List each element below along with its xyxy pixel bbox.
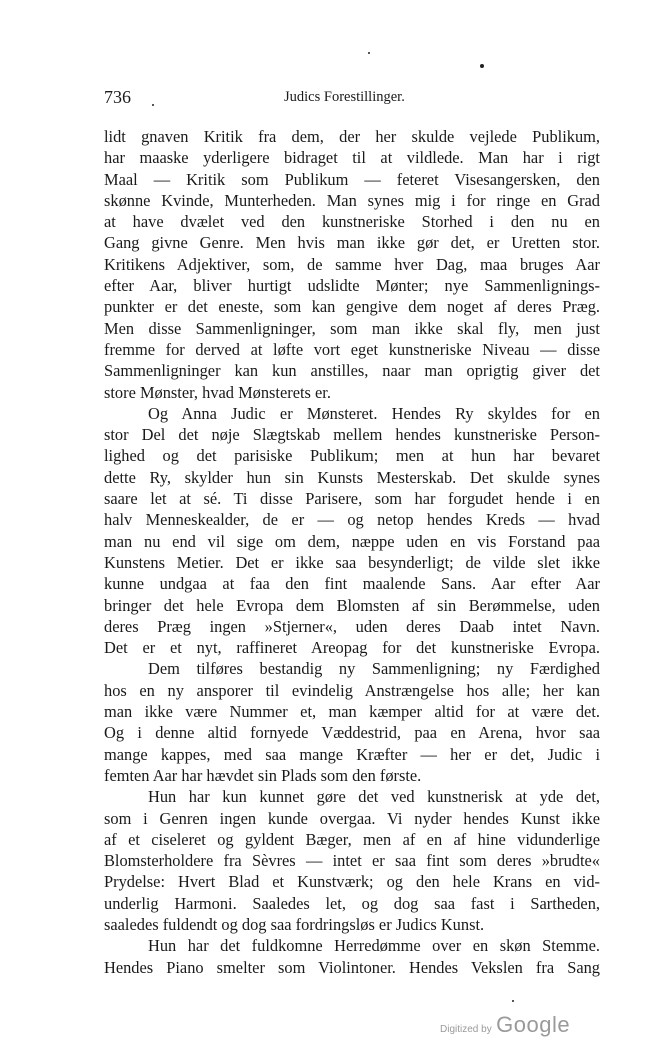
text-line: Blomsterholdere fra Sèvres — intet er saa fint som deres »brudte«	[104, 851, 600, 871]
text-line: Sammenligninger kan kun anstilles, naar man oprigtig giver det	[104, 361, 600, 381]
text-line: af et ciseleret og gyldent Bæger, men af en af hine vidunderlige	[104, 829, 600, 849]
text-line: kunne undgaa at faa den fint maalende Sans. Aar efter Aar	[104, 574, 600, 594]
text-line: stor Del det nøje Slægtskab mellem hendes kunstneriske Person-	[104, 425, 600, 445]
text-line: saare let at sé. Ti disse Parisere, som har forgudet hende i en	[104, 489, 600, 509]
text-line: lidt gnaven Kritik fra dem, der her skulde vejlede Publikum,	[104, 127, 600, 146]
text-line: store Mønster, hvad Mønsterets er.	[104, 382, 331, 402]
text-line: har maaske yderligere bidraget til at vildlede. Man har i rigt	[104, 148, 600, 168]
text-line: underlig Harmoni. Saaledes let, og dog saa fast i Sartheden,	[104, 893, 600, 913]
text-line: femten Aar har hævdet sin Plads som den første.	[104, 765, 422, 785]
text-line: Gang givne Genre. Men hvis man ikke gør det, er Uretten stor.	[104, 233, 600, 253]
digitized-by-label: Digitized by	[440, 1024, 492, 1035]
text-line: lighed og det parisiske Publikum; men at hun har bevaret	[104, 446, 600, 466]
body-text	[104, 126, 600, 978]
text-line: Dem tilføres bestandig ny Sammenligning; ny Færdighed	[148, 659, 600, 679]
print-speck	[480, 64, 484, 68]
text-line: mange kappes, med saa mange Kræfter — her er det, Judic i	[104, 744, 600, 764]
print-speck	[368, 52, 370, 54]
text-line: fremme for derved at løfte vort eget kunstneriske Niveau — disse	[104, 339, 600, 359]
text-line: hos en ny ansporer til evindelig Anstrængelse hos alle; her kan	[104, 680, 600, 700]
text-line: deres Præg ingen »Stjerner«, uden deres Daab intet Navn.	[104, 616, 600, 636]
text-line: man nu end vil sige om dem, næppe uden en vis Forstand paa	[104, 531, 600, 551]
text-line: skønne Kvinde, Munterheden. Man synes mig i for ringe en Grad	[104, 190, 600, 210]
text-line: Og i denne altid fornyede Væddestrid, paa en Arena, hvor saa	[104, 723, 600, 743]
text-line: som i Genren ingen kunde overgaa. Vi nyder hendes Kunst ikke	[104, 808, 600, 828]
text-line: Hun har det fuldkomne Herredømme over en skøn Stemme.	[148, 936, 600, 956]
google-logo: Google	[496, 1012, 571, 1037]
page-header	[104, 87, 598, 109]
text-line: halv Menneskealder, de er — og netop hendes Kreds — hvad	[104, 510, 600, 530]
text-line: Kritikens Adjektiver, som, de samme hver Dag, maa bruges Aar	[104, 254, 600, 274]
text-line: Prydelse: Hvert Blad et Kunstværk; og den hele Krans en vid-	[104, 872, 600, 892]
text-line: Maal — Kritik som Publikum — feteret Visesangersken, den	[104, 169, 600, 189]
text-line: man ikke være Nummer et, man kæmper altid for at være det.	[104, 702, 600, 722]
print-speck	[512, 1000, 514, 1002]
text-line: Men disse Sammenligninger, som man ikke skal fly, men just	[104, 318, 600, 338]
text-line: at have dvælet ved den kunstneriske Storhed i den nu en	[104, 212, 600, 232]
text-line: punkter er det eneste, som kan gengive dem noget af deres Præg.	[104, 297, 600, 317]
running-title: Judics Forestillinger.	[284, 89, 405, 105]
text-line: Kunstens Metier. Det er ikke saa besynderligt; de vilde slet ikke	[104, 552, 600, 572]
text-line: Det er et nyt, raffineret Areopag for det kunstneriske Evropa.	[104, 638, 600, 658]
text-line: efter Aar, bliver hurtigt udslidte Mønter; nye Sammenlignings-	[104, 276, 600, 296]
text-line: saaledes fuldendt og dog saa fordringsløs er Judics Kunst.	[104, 914, 485, 934]
digitized-watermark	[440, 1012, 570, 1038]
text-line: Hun har kun kunnet gøre det ved kunstnerisk at yde det,	[148, 787, 600, 807]
page-number: 736	[104, 87, 131, 107]
text-line: bringer det hele Evropa dem Blomsten af sin Berømmelse, uden	[104, 595, 600, 615]
text-line: dette Ry, skylder hun sin Kunsts Mesterskab. Det skulde synes	[104, 467, 600, 487]
text-line: Og Anna Judic er Mønsteret. Hendes Ry skyldes for en	[148, 403, 600, 423]
text-line: Hendes Piano smelter som Violintoner. Hendes Vekslen fra Sang	[104, 957, 600, 977]
